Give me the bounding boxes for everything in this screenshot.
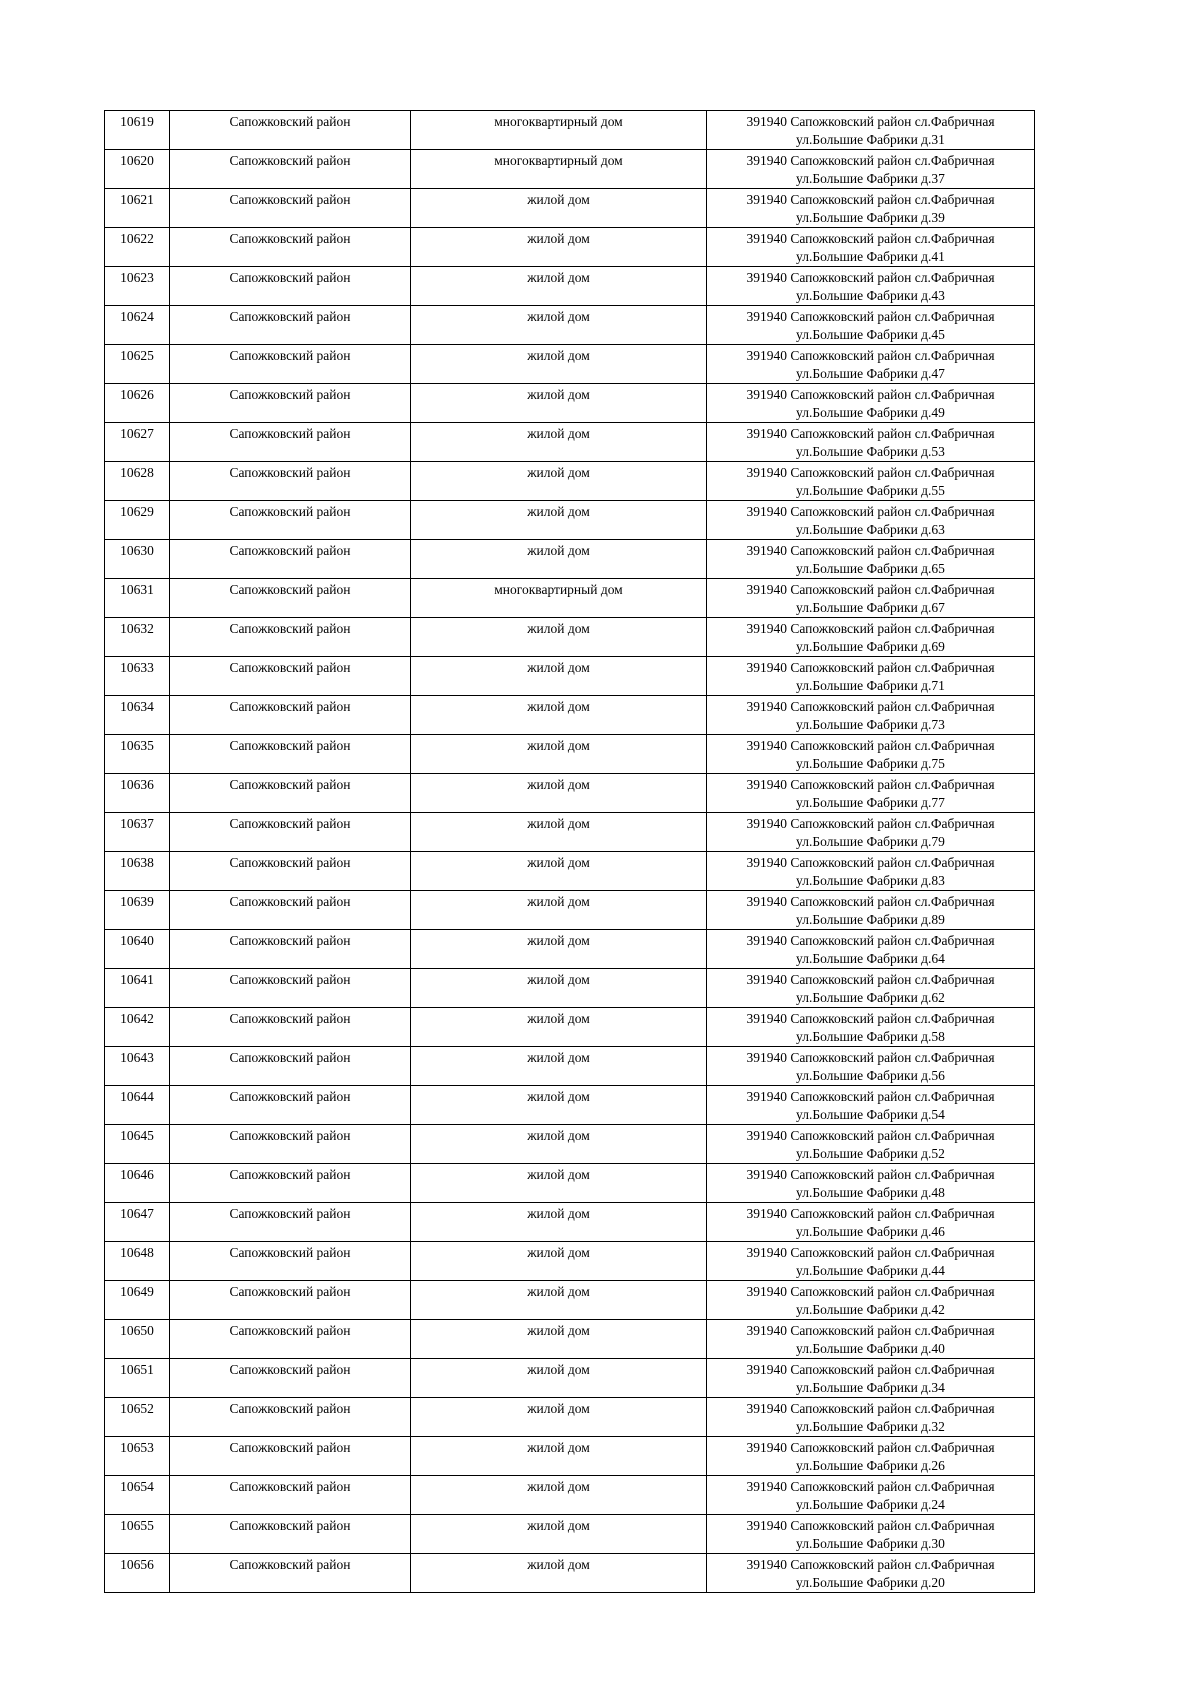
address-line-2: ул.Большие Фабрики д.83 xyxy=(796,873,945,888)
address-line-2: ул.Большие Фабрики д.49 xyxy=(796,405,945,420)
address-cell xyxy=(707,696,1035,735)
row-id-cell: 10655 xyxy=(105,1515,170,1554)
row-id-cell: 10619 xyxy=(105,111,170,150)
address-cell xyxy=(707,1086,1035,1125)
district-cell: Сапожковский район xyxy=(170,1515,411,1554)
address-line-2: ул.Большие Фабрики д.32 xyxy=(796,1419,945,1434)
address-line-2: ул.Большие Фабрики д.31 xyxy=(796,132,945,147)
address-cell xyxy=(707,501,1035,540)
building-type-cell: жилой дом xyxy=(411,618,707,657)
table-row xyxy=(105,618,1035,657)
row-id-cell: 10647 xyxy=(105,1203,170,1242)
row-id-cell: 10648 xyxy=(105,1242,170,1281)
table-row xyxy=(105,1047,1035,1086)
building-type-cell: жилой дом xyxy=(411,1515,707,1554)
row-id-cell: 10628 xyxy=(105,462,170,501)
building-type-cell: жилой дом xyxy=(411,1281,707,1320)
district-cell: Сапожковский район xyxy=(170,423,411,462)
address-line-2: ул.Большие Фабрики д.20 xyxy=(796,1575,945,1590)
address-cell xyxy=(707,1047,1035,1086)
address-cell xyxy=(707,462,1035,501)
row-id-cell: 10654 xyxy=(105,1476,170,1515)
district-cell: Сапожковский район xyxy=(170,228,411,267)
address-cell xyxy=(707,228,1035,267)
district-cell: Сапожковский район xyxy=(170,1359,411,1398)
table-row xyxy=(105,1320,1035,1359)
table-row xyxy=(105,1359,1035,1398)
table-row xyxy=(105,1203,1035,1242)
address-line-2: ул.Большие Фабрики д.45 xyxy=(796,327,945,342)
building-type-cell: жилой дом xyxy=(411,891,707,930)
table-row xyxy=(105,1164,1035,1203)
address-line-2: ул.Большие Фабрики д.53 xyxy=(796,444,945,459)
building-type-cell: жилой дом xyxy=(411,1164,707,1203)
address-line-1: 391940 Сапожковский район сл.Фабричная xyxy=(746,1284,995,1299)
row-id-cell: 10626 xyxy=(105,384,170,423)
table-row xyxy=(105,423,1035,462)
row-id-cell: 10622 xyxy=(105,228,170,267)
row-id-cell: 10652 xyxy=(105,1398,170,1437)
address-cell xyxy=(707,1476,1035,1515)
table-row xyxy=(105,267,1035,306)
table-row xyxy=(105,462,1035,501)
address-line-2: ул.Большие Фабрики д.42 xyxy=(796,1302,945,1317)
row-id-cell: 10620 xyxy=(105,150,170,189)
address-line-2: ул.Большие Фабрики д.67 xyxy=(796,600,945,615)
table-row xyxy=(105,930,1035,969)
district-cell: Сапожковский район xyxy=(170,618,411,657)
address-line-2: ул.Большие Фабрики д.41 xyxy=(796,249,945,264)
building-type-cell: многоквартирный дом xyxy=(411,150,707,189)
address-cell xyxy=(707,306,1035,345)
address-line-2: ул.Большие Фабрики д.54 xyxy=(796,1107,945,1122)
row-id-cell: 10621 xyxy=(105,189,170,228)
district-cell: Сапожковский район xyxy=(170,267,411,306)
district-cell: Сапожковский район xyxy=(170,1242,411,1281)
row-id-cell: 10644 xyxy=(105,1086,170,1125)
row-id-cell: 10651 xyxy=(105,1359,170,1398)
address-cell xyxy=(707,774,1035,813)
building-type-cell: жилой дом xyxy=(411,774,707,813)
address-cell xyxy=(707,1359,1035,1398)
district-cell: Сапожковский район xyxy=(170,930,411,969)
address-line-2: ул.Большие Фабрики д.52 xyxy=(796,1146,945,1161)
address-line-1: 391940 Сапожковский район сл.Фабричная xyxy=(746,1362,995,1377)
address-cell xyxy=(707,735,1035,774)
address-line-2: ул.Большие Фабрики д.48 xyxy=(796,1185,945,1200)
district-cell: Сапожковский район xyxy=(170,462,411,501)
district-cell: Сапожковский район xyxy=(170,501,411,540)
table-row xyxy=(105,1086,1035,1125)
address-line-1: 391940 Сапожковский район сл.Фабричная xyxy=(746,1245,995,1260)
district-cell: Сапожковский район xyxy=(170,540,411,579)
address-line-1: 391940 Сапожковский район сл.Фабричная xyxy=(746,1128,995,1143)
building-type-cell: жилой дом xyxy=(411,540,707,579)
address-line-1: 391940 Сапожковский район сл.Фабричная xyxy=(746,426,995,441)
table-row xyxy=(105,189,1035,228)
table-row xyxy=(105,657,1035,696)
building-type-cell: жилой дом xyxy=(411,1203,707,1242)
table-row xyxy=(105,774,1035,813)
address-cell xyxy=(707,423,1035,462)
row-id-cell: 10624 xyxy=(105,306,170,345)
address-table xyxy=(104,110,1035,1593)
building-type-cell: жилой дом xyxy=(411,228,707,267)
address-line-2: ул.Большие Фабрики д.65 xyxy=(796,561,945,576)
address-line-1: 391940 Сапожковский район сл.Фабричная xyxy=(746,1323,995,1338)
address-line-2: ул.Большие Фабрики д.40 xyxy=(796,1341,945,1356)
district-cell: Сапожковский район xyxy=(170,1008,411,1047)
table-row xyxy=(105,1476,1035,1515)
row-id-cell: 10656 xyxy=(105,1554,170,1593)
address-cell xyxy=(707,1125,1035,1164)
address-line-1: 391940 Сапожковский район сл.Фабричная xyxy=(746,1206,995,1221)
address-line-1: 391940 Сапожковский район сл.Фабричная xyxy=(746,114,995,129)
district-cell: Сапожковский район xyxy=(170,384,411,423)
building-type-cell: жилой дом xyxy=(411,1437,707,1476)
address-cell xyxy=(707,1242,1035,1281)
address-cell xyxy=(707,384,1035,423)
row-id-cell: 10630 xyxy=(105,540,170,579)
building-type-cell: многоквартирный дом xyxy=(411,579,707,618)
row-id-cell: 10645 xyxy=(105,1125,170,1164)
row-id-cell: 10634 xyxy=(105,696,170,735)
address-cell xyxy=(707,618,1035,657)
address-cell xyxy=(707,1515,1035,1554)
address-line-1: 391940 Сапожковский район сл.Фабричная xyxy=(746,192,995,207)
building-type-cell: жилой дом xyxy=(411,267,707,306)
table-row xyxy=(105,969,1035,1008)
address-line-1: 391940 Сапожковский район сл.Фабричная xyxy=(746,543,995,558)
district-cell: Сапожковский район xyxy=(170,696,411,735)
address-line-1: 391940 Сапожковский район сл.Фабричная xyxy=(746,972,995,987)
district-cell: Сапожковский район xyxy=(170,189,411,228)
row-id-cell: 10636 xyxy=(105,774,170,813)
row-id-cell: 10637 xyxy=(105,813,170,852)
address-line-1: 391940 Сапожковский район сл.Фабричная xyxy=(746,738,995,753)
table-row xyxy=(105,111,1035,150)
address-line-1: 391940 Сапожковский район сл.Фабричная xyxy=(746,1167,995,1182)
building-type-cell: жилой дом xyxy=(411,696,707,735)
address-line-1: 391940 Сапожковский район сл.Фабричная xyxy=(746,582,995,597)
address-line-2: ул.Большие Фабрики д.46 xyxy=(796,1224,945,1239)
address-line-1: 391940 Сапожковский район сл.Фабричная xyxy=(746,348,995,363)
row-id-cell: 10641 xyxy=(105,969,170,1008)
building-type-cell: жилой дом xyxy=(411,852,707,891)
address-line-2: ул.Большие Фабрики д.34 xyxy=(796,1380,945,1395)
row-id-cell: 10625 xyxy=(105,345,170,384)
district-cell: Сапожковский район xyxy=(170,852,411,891)
address-cell xyxy=(707,1437,1035,1476)
address-line-1: 391940 Сапожковский район сл.Фабричная xyxy=(746,465,995,480)
building-type-cell: жилой дом xyxy=(411,1320,707,1359)
address-line-1: 391940 Сапожковский район сл.Фабричная xyxy=(746,1440,995,1455)
address-line-1: 391940 Сапожковский район сл.Фабричная xyxy=(746,1401,995,1416)
address-line-2: ул.Большие Фабрики д.71 xyxy=(796,678,945,693)
building-type-cell: жилой дом xyxy=(411,306,707,345)
building-type-cell: жилой дом xyxy=(411,462,707,501)
address-line-1: 391940 Сапожковский район сл.Фабричная xyxy=(746,309,995,324)
address-line-1: 391940 Сапожковский район сл.Фабричная xyxy=(746,231,995,246)
building-type-cell: многоквартирный дом xyxy=(411,111,707,150)
address-cell xyxy=(707,930,1035,969)
table-row xyxy=(105,1554,1035,1593)
row-id-cell: 10639 xyxy=(105,891,170,930)
table-row xyxy=(105,150,1035,189)
address-line-2: ул.Большие Фабрики д.39 xyxy=(796,210,945,225)
address-cell xyxy=(707,1008,1035,1047)
building-type-cell: жилой дом xyxy=(411,1125,707,1164)
district-cell: Сапожковский район xyxy=(170,1554,411,1593)
building-type-cell: жилой дом xyxy=(411,735,707,774)
building-type-cell: жилой дом xyxy=(411,1242,707,1281)
table-row xyxy=(105,228,1035,267)
address-cell xyxy=(707,1554,1035,1593)
row-id-cell: 10631 xyxy=(105,579,170,618)
address-line-1: 391940 Сапожковский район сл.Фабричная xyxy=(746,270,995,285)
building-type-cell: жилой дом xyxy=(411,813,707,852)
address-cell xyxy=(707,1398,1035,1437)
address-line-2: ул.Большие Фабрики д.26 xyxy=(796,1458,945,1473)
table-row xyxy=(105,735,1035,774)
address-line-2: ул.Большие Фабрики д.62 xyxy=(796,990,945,1005)
building-type-cell: жилой дом xyxy=(411,1476,707,1515)
building-type-cell: жилой дом xyxy=(411,1086,707,1125)
address-cell xyxy=(707,1281,1035,1320)
address-cell xyxy=(707,579,1035,618)
building-type-cell: жилой дом xyxy=(411,930,707,969)
row-id-cell: 10633 xyxy=(105,657,170,696)
row-id-cell: 10646 xyxy=(105,1164,170,1203)
address-cell xyxy=(707,189,1035,228)
building-type-cell: жилой дом xyxy=(411,969,707,1008)
table-row xyxy=(105,1281,1035,1320)
row-id-cell: 10627 xyxy=(105,423,170,462)
address-line-1: 391940 Сапожковский район сл.Фабричная xyxy=(746,855,995,870)
address-line-1: 391940 Сапожковский район сл.Фабричная xyxy=(746,387,995,402)
address-cell xyxy=(707,111,1035,150)
building-type-cell: жилой дом xyxy=(411,189,707,228)
row-id-cell: 10632 xyxy=(105,618,170,657)
address-line-1: 391940 Сапожковский район сл.Фабричная xyxy=(746,1050,995,1065)
address-line-2: ул.Большие Фабрики д.44 xyxy=(796,1263,945,1278)
row-id-cell: 10642 xyxy=(105,1008,170,1047)
district-cell: Сапожковский район xyxy=(170,1437,411,1476)
address-line-1: 391940 Сапожковский район сл.Фабричная xyxy=(746,894,995,909)
table-row xyxy=(105,891,1035,930)
address-line-2: ул.Большие Фабрики д.89 xyxy=(796,912,945,927)
address-line-2: ул.Большие Фабрики д.37 xyxy=(796,171,945,186)
table-row xyxy=(105,1125,1035,1164)
table-row xyxy=(105,1008,1035,1047)
address-line-2: ул.Большие Фабрики д.75 xyxy=(796,756,945,771)
table-body xyxy=(105,111,1035,1593)
address-line-1: 391940 Сапожковский район сл.Фабричная xyxy=(746,1089,995,1104)
building-type-cell: жилой дом xyxy=(411,1008,707,1047)
address-line-1: 391940 Сапожковский район сл.Фабричная xyxy=(746,1557,995,1572)
table-row xyxy=(105,345,1035,384)
district-cell: Сапожковский район xyxy=(170,657,411,696)
address-line-2: ул.Большие Фабрики д.79 xyxy=(796,834,945,849)
address-line-1: 391940 Сапожковский район сл.Фабричная xyxy=(746,1479,995,1494)
address-line-1: 391940 Сапожковский район сл.Фабричная xyxy=(746,1011,995,1026)
district-cell: Сапожковский район xyxy=(170,774,411,813)
district-cell: Сапожковский район xyxy=(170,1047,411,1086)
building-type-cell: жилой дом xyxy=(411,1359,707,1398)
address-line-1: 391940 Сапожковский район сл.Фабричная xyxy=(746,504,995,519)
address-cell xyxy=(707,891,1035,930)
district-cell: Сапожковский район xyxy=(170,1203,411,1242)
address-line-2: ул.Большие Фабрики д.63 xyxy=(796,522,945,537)
row-id-cell: 10650 xyxy=(105,1320,170,1359)
address-line-2: ул.Большие Фабрики д.43 xyxy=(796,288,945,303)
address-cell xyxy=(707,1320,1035,1359)
district-cell: Сапожковский район xyxy=(170,813,411,852)
district-cell: Сапожковский район xyxy=(170,1164,411,1203)
table-row xyxy=(105,1242,1035,1281)
address-line-1: 391940 Сапожковский район сл.Фабричная xyxy=(746,153,995,168)
building-type-cell: жилой дом xyxy=(411,501,707,540)
table-row xyxy=(105,696,1035,735)
address-cell xyxy=(707,540,1035,579)
address-line-1: 391940 Сапожковский район сл.Фабричная xyxy=(746,933,995,948)
address-cell xyxy=(707,969,1035,1008)
address-line-1: 391940 Сапожковский район сл.Фабричная xyxy=(746,699,995,714)
address-line-2: ул.Большие Фабрики д.24 xyxy=(796,1497,945,1512)
district-cell: Сапожковский район xyxy=(170,111,411,150)
district-cell: Сапожковский район xyxy=(170,1281,411,1320)
table-row xyxy=(105,384,1035,423)
row-id-cell: 10640 xyxy=(105,930,170,969)
table-row xyxy=(105,813,1035,852)
district-cell: Сапожковский район xyxy=(170,1398,411,1437)
address-line-1: 391940 Сапожковский район сл.Фабричная xyxy=(746,777,995,792)
address-line-2: ул.Большие Фабрики д.47 xyxy=(796,366,945,381)
district-cell: Сапожковский район xyxy=(170,579,411,618)
table-row xyxy=(105,1515,1035,1554)
district-cell: Сапожковский район xyxy=(170,1320,411,1359)
building-type-cell: жилой дом xyxy=(411,423,707,462)
row-id-cell: 10638 xyxy=(105,852,170,891)
address-line-2: ул.Большие Фабрики д.58 xyxy=(796,1029,945,1044)
address-line-2: ул.Большие Фабрики д.77 xyxy=(796,795,945,810)
address-line-1: 391940 Сапожковский район сл.Фабричная xyxy=(746,621,995,636)
address-cell xyxy=(707,852,1035,891)
building-type-cell: жилой дом xyxy=(411,657,707,696)
table-row xyxy=(105,306,1035,345)
district-cell: Сапожковский район xyxy=(170,1125,411,1164)
address-cell xyxy=(707,267,1035,306)
row-id-cell: 10629 xyxy=(105,501,170,540)
table-row xyxy=(105,1398,1035,1437)
table-row xyxy=(105,1437,1035,1476)
address-line-2: ул.Большие Фабрики д.69 xyxy=(796,639,945,654)
address-line-2: ул.Большие Фабрики д.56 xyxy=(796,1068,945,1083)
address-cell xyxy=(707,1164,1035,1203)
table-row xyxy=(105,540,1035,579)
building-type-cell: жилой дом xyxy=(411,384,707,423)
district-cell: Сапожковский район xyxy=(170,969,411,1008)
row-id-cell: 10623 xyxy=(105,267,170,306)
building-type-cell: жилой дом xyxy=(411,345,707,384)
address-cell xyxy=(707,813,1035,852)
building-type-cell: жилой дом xyxy=(411,1047,707,1086)
district-cell: Сапожковский район xyxy=(170,150,411,189)
building-type-cell: жилой дом xyxy=(411,1398,707,1437)
address-line-2: ул.Большие Фабрики д.64 xyxy=(796,951,945,966)
row-id-cell: 10653 xyxy=(105,1437,170,1476)
building-type-cell: жилой дом xyxy=(411,1554,707,1593)
table-row xyxy=(105,579,1035,618)
district-cell: Сапожковский район xyxy=(170,891,411,930)
address-line-1: 391940 Сапожковский район сл.Фабричная xyxy=(746,660,995,675)
district-cell: Сапожковский район xyxy=(170,345,411,384)
row-id-cell: 10643 xyxy=(105,1047,170,1086)
district-cell: Сапожковский район xyxy=(170,306,411,345)
table-row xyxy=(105,501,1035,540)
district-cell: Сапожковский район xyxy=(170,1476,411,1515)
address-line-2: ул.Большие Фабрики д.55 xyxy=(796,483,945,498)
address-cell xyxy=(707,150,1035,189)
address-cell xyxy=(707,657,1035,696)
address-line-1: 391940 Сапожковский район сл.Фабричная xyxy=(746,1518,995,1533)
address-cell xyxy=(707,345,1035,384)
address-line-2: ул.Большие Фабрики д.30 xyxy=(796,1536,945,1551)
table-row xyxy=(105,852,1035,891)
address-line-1: 391940 Сапожковский район сл.Фабричная xyxy=(746,816,995,831)
row-id-cell: 10635 xyxy=(105,735,170,774)
district-cell: Сапожковский район xyxy=(170,735,411,774)
row-id-cell: 10649 xyxy=(105,1281,170,1320)
address-line-2: ул.Большие Фабрики д.73 xyxy=(796,717,945,732)
district-cell: Сапожковский район xyxy=(170,1086,411,1125)
address-cell xyxy=(707,1203,1035,1242)
